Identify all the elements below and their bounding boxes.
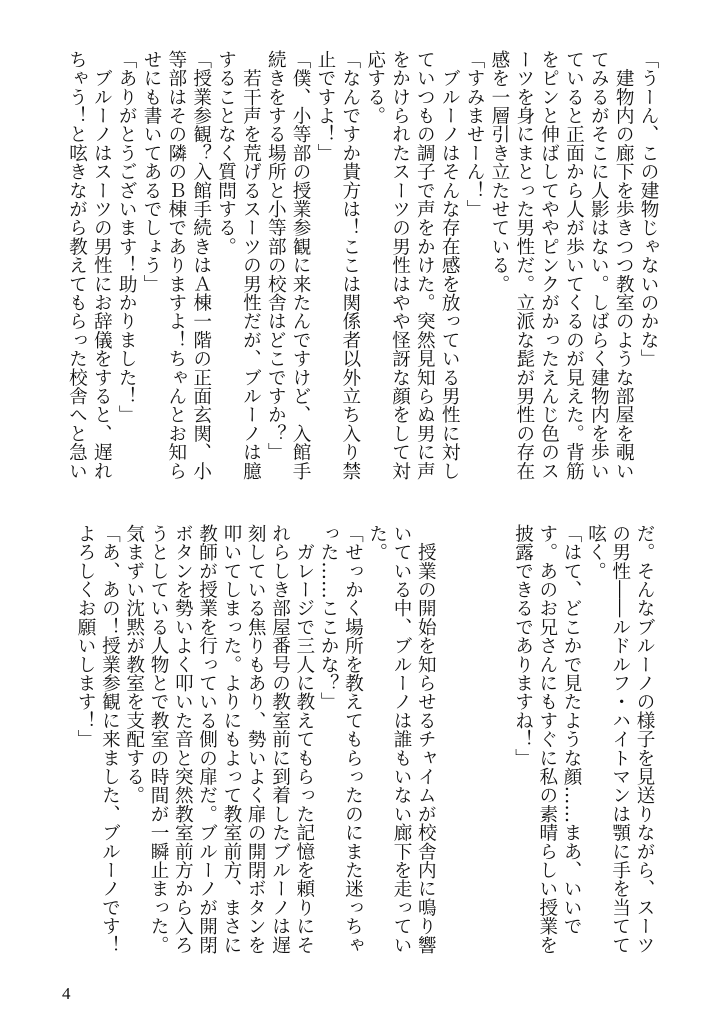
text-line: 「授業参観？入館手続きはＡ棟一階の正面玄関、小 — [190, 50, 212, 481]
text-line: 「せっかく場所を教えてもらったのにまた迷っちゃ — [342, 524, 364, 955]
text-line: だ。そんなブルーノの様子を見送りながら、スーツ — [634, 524, 655, 955]
text-line: 刻している焦りもあり、勢いよく扉の開閉ボタンを — [245, 524, 267, 955]
text-line: ブルーノはそんな存在感を放っている男性に対し — [439, 50, 461, 481]
text-line: ていると正面から人が歩いてくるのが見えた。背筋 — [563, 50, 585, 481]
text-line: 感を一層引き立たせている。 — [488, 50, 510, 294]
text-line: 建物内の廊下を歩きつつ教室のような部屋を覗い — [613, 50, 635, 481]
text-line: ていつもの調子で声をかけた。突然見知らぬ男に声 — [414, 50, 436, 481]
text-line: 続きをする場所と小等部の校舎はどこですか？」 — [265, 50, 287, 462]
text-line: 叩いてしまった。よりにもよって教室前方、まさに — [220, 524, 242, 955]
text-line: 呟く。 — [585, 524, 607, 581]
text-line: せにも書いてあるでしょう」 — [141, 50, 162, 294]
text-line: 「うーん、この建物じゃないのかな」 — [638, 50, 659, 368]
text-line: 応する。 — [364, 50, 386, 125]
text-line: 「ありがとうございます！助かりました！」 — [116, 50, 138, 424]
text-line: てみるがそこに人影はない。しばらく建物内を歩い — [588, 50, 610, 481]
text-line: ボタンを勢いよく叩いた音と突然教室前方から入ろ — [172, 524, 194, 955]
text-line: った……ここかな？」 — [318, 524, 340, 711]
text-line: うとしている人物とで教室の時間が一瞬止まった。 — [148, 524, 169, 955]
text-line: 「なんですか貴方は！ここは関係者以外立ち入り禁 — [339, 50, 361, 481]
text-line: ちゃう！と呟きながら教えてもらった校舎へと急い — [66, 50, 88, 481]
text-line: 授業の開始を知らせるチャイムが校舎内に鳴り響 — [415, 524, 437, 955]
text-line: れらしき部屋番号の教室前に到着したブルーノは遅 — [269, 524, 291, 955]
text-line: 若干声を荒げるスーツの男性だが、ブルーノは臆 — [240, 50, 262, 481]
text-line: す。あのお兄さんにもすぐに私の素晴らしい授業を — [536, 524, 558, 955]
text-line: 「あ、あの！授業参観に来ました、ブルーノです！ — [99, 524, 121, 955]
text-line: 「すみませーん！」 — [464, 50, 486, 219]
page-number: 4 — [62, 984, 71, 1003]
text-line: 披露できるでありますね！」 — [512, 524, 534, 768]
text-line: 「僕、小等部の授業参観に来たんですけど、入館手 — [290, 50, 312, 481]
text-line: をピンと伸ばしてややピンクがかったえんじ色のス — [538, 50, 560, 481]
text-line: ガレージで三人に教えてもらった記憶を頼りにそ — [293, 524, 315, 955]
text-line: いている中、ブルーノは誰もいない廊下を走ってい — [391, 524, 412, 955]
text-line: よろしくお願いします！」 — [75, 524, 97, 749]
text-line: することなく質問する。 — [215, 50, 237, 256]
text-line: 「はて、どこかで見たような顔……まあ、いいで — [561, 524, 583, 936]
text-line: の男性――ルドルフ・ハイトマンは顎に手を当てて — [609, 524, 631, 955]
text-line: 気まずい沈黙が教室を支配する。 — [123, 524, 145, 805]
text-line: 止ですよ！」 — [314, 50, 336, 163]
text-line: ーツを身にまとった男性だ。立派な髭が男性の存在 — [513, 50, 535, 481]
text-line: ブルーノはスーツの男性にお辞儀をすると、遅れ — [91, 50, 113, 481]
text-line: 教師が授業を行っている側の扉だ。ブルーノが開閉 — [196, 524, 218, 955]
text-line: をかけられたスーツの男性はやや怪訝な顔をして対 — [389, 50, 411, 481]
text-line: た。 — [366, 524, 388, 562]
text-line: 等部はその隣のＢ棟でありますよ！ちゃんとお知ら — [165, 50, 187, 481]
